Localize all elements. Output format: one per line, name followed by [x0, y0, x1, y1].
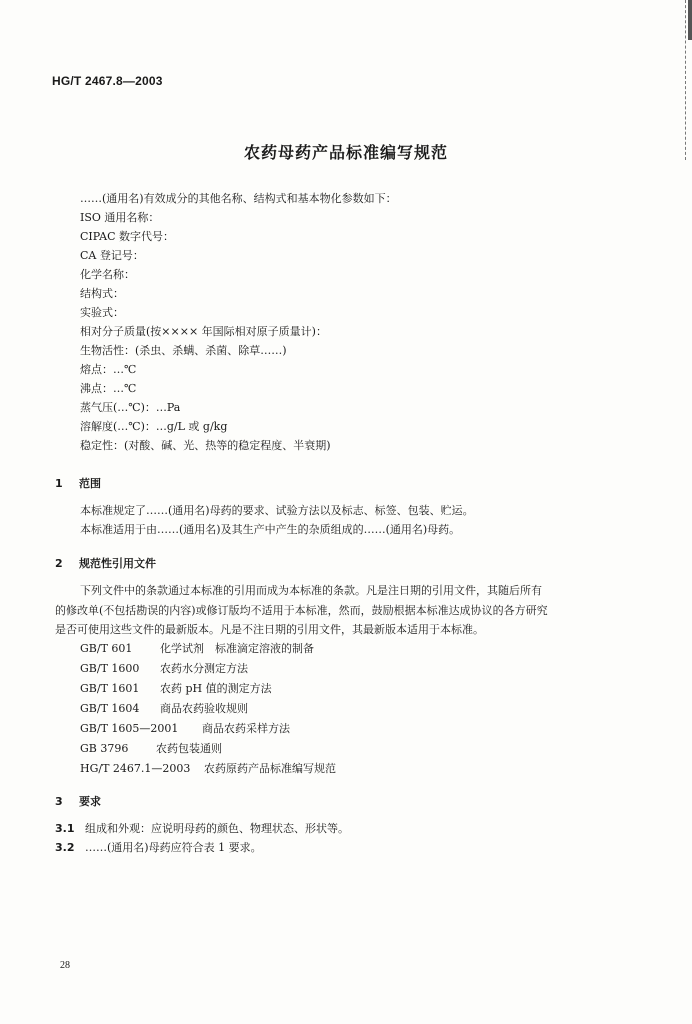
document-title: 农药母药产品标准编写规范: [243, 143, 448, 162]
references-para-line: 的修改单(不包括勘误的内容)或修订版均不适用于本标准，然而，鼓励根据本标准达成协议的各方研究: [55, 604, 548, 617]
reference-item: [80, 659, 336, 679]
reference-name: 农药包装通则: [156, 742, 222, 755]
reference-code: GB/T 1604: [80, 702, 140, 715]
intro-line: 实验式：: [80, 306, 124, 319]
section-1-heading: [55, 475, 101, 491]
intro-line: 熔点：…℃: [80, 363, 137, 376]
reference-item: [80, 699, 336, 719]
scan-edge-dashes: [685, 0, 692, 160]
standard-code: HG/T 2467.8—2003: [52, 74, 163, 88]
reference-item: [80, 739, 336, 759]
reference-code: GB/T 1600: [80, 662, 140, 675]
reference-code: GB/T 1601: [80, 682, 140, 695]
intro-line: ISO 通用名称：: [80, 211, 160, 224]
requirement-3-2: [55, 839, 262, 855]
section-number: 3: [55, 795, 63, 808]
reference-code: GB/T 601: [80, 642, 133, 655]
intro-line: ……(通用名)有效成分的其他名称、结构式和基本物化参数如下：: [80, 192, 397, 205]
section-number: 2: [55, 557, 63, 570]
reference-name: 农药 pH 值的测定方法: [160, 682, 272, 695]
reference-name: 化学试剂 标准滴定溶液的制备: [160, 642, 314, 655]
reference-item: [80, 759, 336, 779]
reference-name: 商品农药采样方法: [202, 722, 290, 735]
intro-line: CA 登记号：: [80, 249, 144, 262]
section-2-heading: [55, 555, 156, 571]
reference-name: 商品农药验收规则: [160, 702, 248, 715]
page-number: 28: [60, 960, 70, 971]
reference-code: GB/T 1605—2001: [80, 722, 179, 735]
section-title: 要求: [79, 795, 101, 808]
references-para-line: 下列文件中的条款通过本标准的引用而成为本标准的条款。凡是注日期的引用文件，其随后所有: [80, 584, 542, 597]
requirement-3-1: [55, 820, 349, 836]
section-number: 1: [55, 477, 63, 490]
intro-line: 蒸气压(…℃)：…Pa: [80, 401, 181, 414]
clause-text: 组成和外观：应说明母药的颜色、物理状态、形状等。: [85, 822, 349, 835]
intro-line: 溶解度(…℃)：…g/L 或 g/kg: [80, 420, 228, 433]
intro-line: CIPAC 数字代号：: [80, 230, 175, 243]
reference-name: 农药原药产品标准编写规范: [204, 762, 336, 775]
references-para-line: 是否可使用这些文件的最新版本。凡是不注日期的引用文件，其最新版本适用于本标准。: [55, 623, 484, 636]
reference-item: [80, 639, 336, 659]
reference-name: 农药水分测定方法: [160, 662, 248, 675]
scope-paragraph-2: 本标准适用于由……(通用名)及其生产中产生的杂质组成的……(通用名)母药。: [80, 523, 461, 536]
section-title: 范围: [79, 477, 101, 490]
normative-references-list: [80, 639, 336, 779]
section-title: 规范性引用文件: [79, 557, 156, 570]
intro-line: 生物活性：(杀虫、杀螨、杀菌、除草……): [80, 344, 287, 357]
intro-line: 结构式：: [80, 287, 124, 300]
intro-line: 稳定性：(对酸、碱、光、热等的稳定程度、半衰期): [80, 439, 331, 452]
intro-line: 化学名称：: [80, 268, 135, 281]
clause-number: 3.1: [55, 822, 75, 835]
intro-attribute-list: [80, 189, 397, 455]
scope-paragraph-1: 本标准规定了……(通用名)母药的要求、试验方法以及标志、标签、包装、贮运。: [80, 504, 474, 517]
section-3-heading: [55, 793, 101, 809]
intro-line: 沸点：…℃: [80, 382, 137, 395]
reference-item: [80, 679, 336, 699]
clause-number: 3.2: [55, 841, 75, 854]
clause-text: ……(通用名)母药应符合表 1 要求。: [85, 841, 262, 854]
reference-code: HG/T 2467.1—2003: [80, 762, 191, 775]
reference-code: GB 3796: [80, 742, 129, 755]
reference-item: [80, 719, 336, 739]
intro-line: 相对分子质量(按×××× 年国际相对原子质量计)：: [80, 325, 327, 338]
